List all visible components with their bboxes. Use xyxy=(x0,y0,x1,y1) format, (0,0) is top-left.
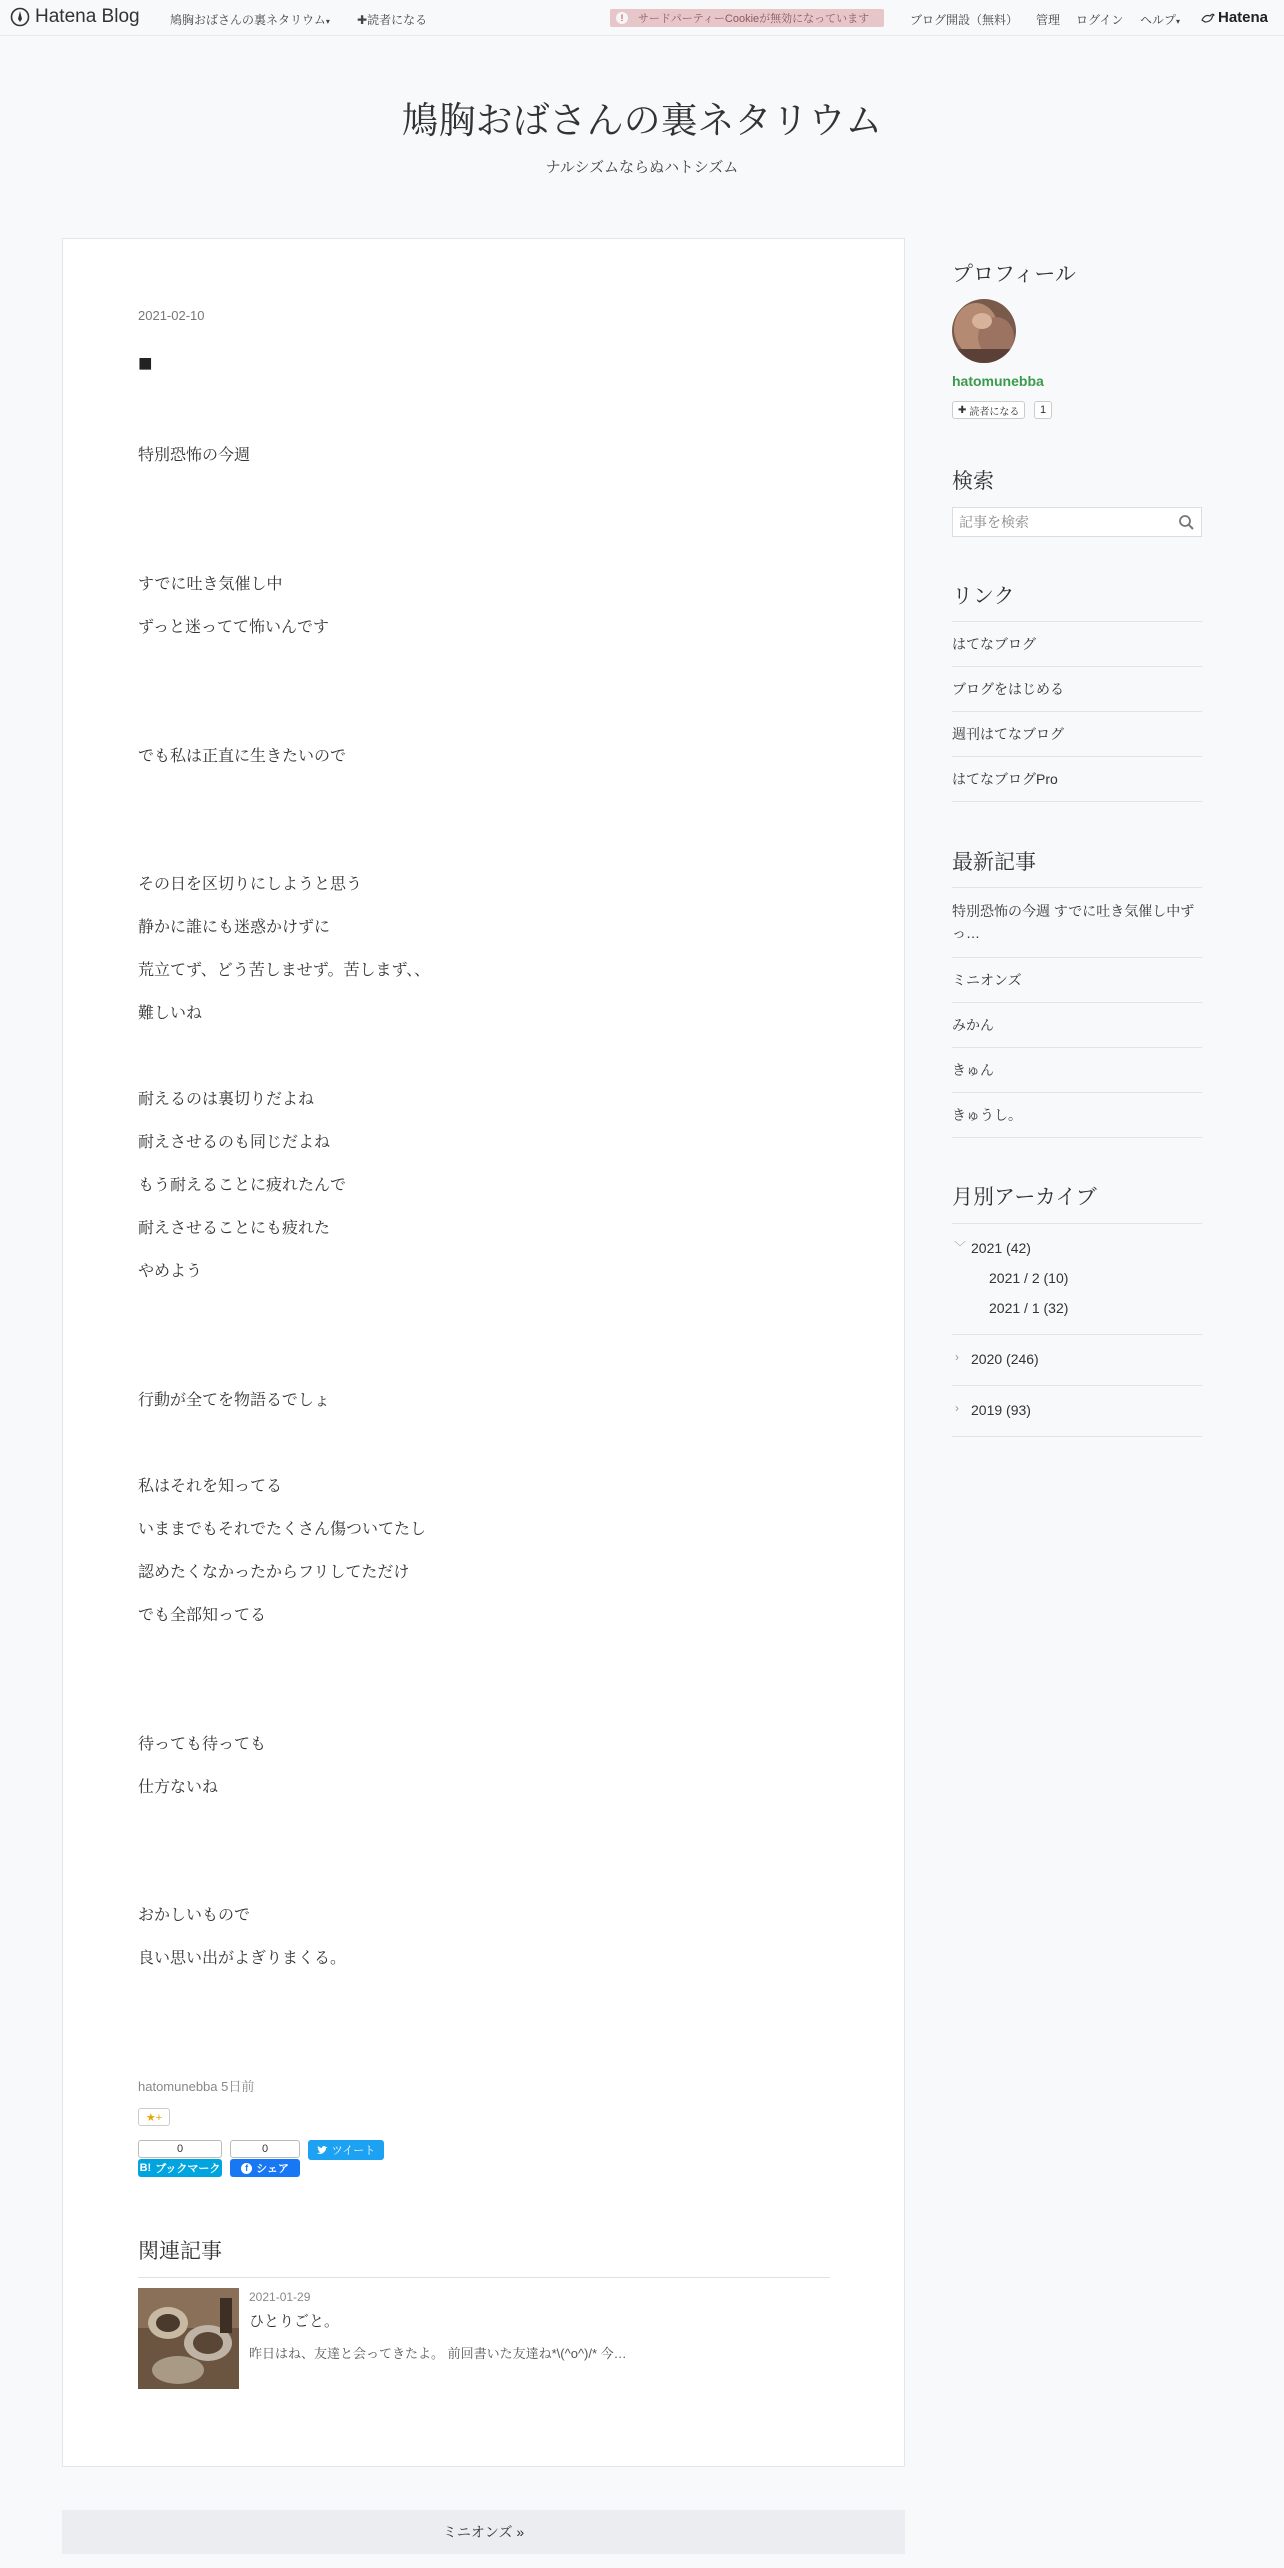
chevron-right-icon[interactable]: › xyxy=(955,1350,959,1364)
related-thumbnail[interactable] xyxy=(138,2288,239,2389)
article-line: いままでもそれでたくさん傷ついてたし xyxy=(138,1521,427,1538)
global-header xyxy=(0,0,1284,36)
recent-list xyxy=(952,887,1202,1138)
article-line: 静かに誰にも迷惑かけずに xyxy=(138,919,331,936)
article-line: 良い思い出がよぎりまくる。 xyxy=(138,1950,347,1967)
related-excerpt: 昨日はね、友達と会ってきたよ。 前回書いた友達ね*\(^o^)/* 今… xyxy=(249,2346,627,2361)
blog-title[interactable]: 鳩胸おばさんの裏ネタリウム xyxy=(401,100,883,141)
recent-entry[interactable]: みかん xyxy=(952,1002,1202,1047)
warning-icon: ! xyxy=(616,12,628,24)
divider xyxy=(952,1385,1202,1386)
article-line: すでに吐き気催し中 xyxy=(138,576,283,593)
facebook-icon: f xyxy=(241,2163,252,2174)
thumbnail-image xyxy=(138,2288,239,2389)
avatar-image xyxy=(952,299,1016,363)
article-line: 耐えるのは裏切りだよね xyxy=(138,1091,315,1108)
article-byline xyxy=(138,2076,254,2095)
article-line: 耐えさせることにも疲れた xyxy=(138,1220,331,1237)
tweet-button-label: ツイート xyxy=(331,2145,376,2157)
sidebar-link[interactable]: ブログをはじめる xyxy=(952,666,1202,711)
links-heading: リンク xyxy=(952,585,1015,608)
article-line: でも全部知ってる xyxy=(138,1607,267,1624)
bookmark-count[interactable]: 0 xyxy=(138,2140,222,2158)
sidebar-subscribe-button[interactable] xyxy=(952,401,1025,419)
search-icon[interactable] xyxy=(1178,514,1195,531)
article-line: やめよう xyxy=(138,1263,203,1280)
add-star-button[interactable]: ★+ xyxy=(138,2108,170,2126)
archive-heading: 月別アーカイブ xyxy=(952,1186,1097,1209)
hatena-blog-pen-icon xyxy=(10,7,30,27)
article-line: 難しいね xyxy=(138,1005,203,1022)
blog-description: ナルシズムならぬハトシズム xyxy=(545,159,739,176)
related-heading: 関連記事 xyxy=(138,2240,222,2263)
avatar[interactable] xyxy=(952,299,1016,363)
article-line: ずっと迷ってて怖いんです xyxy=(138,619,330,636)
article-line: もう耐えることに疲れたんで xyxy=(138,1177,347,1194)
twitter-bird-icon xyxy=(317,2146,328,2155)
archive-month-2021-1[interactable]: 2021 / 1 (32) xyxy=(989,1300,1069,1316)
blog-menu-label: 鳩胸おばさんの裏ネタリウム xyxy=(170,13,326,27)
article-line: 荒立てず、どう苦しませず。苦しまず、、 xyxy=(138,962,431,979)
article-line: 待っても待っても xyxy=(138,1736,267,1753)
profile-heading: プロフィール xyxy=(952,263,1076,286)
recent-entry[interactable]: ミニオンズ xyxy=(952,957,1202,1002)
hatena-bird-icon xyxy=(1201,12,1215,24)
open-blog-link[interactable]: ブログ開設（無料） xyxy=(910,13,1019,27)
archive-month-2021-2[interactable]: 2021 / 2 (10) xyxy=(989,1270,1069,1286)
admin-link[interactable]: 管理 xyxy=(1036,13,1061,27)
sidebar-link[interactable]: はてなブログPro xyxy=(952,756,1202,802)
archive-year-2021[interactable]: 2021 (42) xyxy=(971,1240,1031,1256)
related-date: 2021-01-29 xyxy=(249,2290,311,2304)
sidebar-link[interactable]: はてなブログ xyxy=(952,621,1202,666)
plus-icon: ✚ xyxy=(357,13,368,27)
links-list xyxy=(952,621,1202,802)
article-line: 耐えさせるのも同じだよね xyxy=(138,1134,331,1151)
help-menu-label: ヘルプ xyxy=(1140,13,1177,27)
facebook-button-label: シェア xyxy=(256,2163,289,2175)
recent-entry[interactable]: 特別恐怖の今週 すでに吐き気催し中ずっ… xyxy=(952,887,1202,957)
article-line: その日を区切りにしようと思う xyxy=(138,876,363,893)
search-form xyxy=(952,507,1202,537)
article-title[interactable]: ■ xyxy=(138,350,153,377)
article-line: 認めたくなかったからフリしてただけ xyxy=(138,1564,410,1581)
hatena-bookmark-icon: B! xyxy=(139,2162,152,2174)
divider xyxy=(138,2277,830,2278)
hatena-bookmark-button[interactable] xyxy=(138,2159,222,2177)
cookie-notice[interactable] xyxy=(610,9,884,27)
facebook-count[interactable]: 0 xyxy=(230,2140,300,2158)
related-title[interactable]: ひとりごと。 xyxy=(249,2313,340,2330)
article-line: 私はそれを知ってる xyxy=(138,1478,283,1495)
brand-text: Hatena xyxy=(1218,9,1269,26)
archive-year-2019[interactable]: 2019 (93) xyxy=(971,1402,1031,1418)
plus-icon: ✚ xyxy=(958,404,967,416)
subscribe-link-label: 読者になる xyxy=(367,13,428,27)
hatena-blog-logo[interactable] xyxy=(10,6,140,28)
chevron-right-icon[interactable]: › xyxy=(955,1401,959,1415)
hatena-brand-logo[interactable] xyxy=(1201,9,1268,26)
caret-down-icon: ▾ xyxy=(1176,17,1181,26)
divider xyxy=(952,1334,1202,1335)
profile-username[interactable]: hatomunebba xyxy=(952,373,1044,389)
divider xyxy=(952,1436,1202,1437)
recent-heading: 最新記事 xyxy=(952,851,1036,874)
bookmark-button-label: ブックマーク xyxy=(155,2163,221,2175)
article-line: 行動が全てを物語るでしょ xyxy=(138,1392,330,1409)
sidebar-link[interactable]: 週刊はてなブログ xyxy=(952,711,1202,756)
posted-ago[interactable]: 5日前 xyxy=(221,2079,255,2094)
subscriber-count[interactable]: 1 xyxy=(1034,401,1052,419)
recent-entry[interactable]: きゅうし。 xyxy=(952,1092,1202,1138)
article-line: 特別恐怖の今週 xyxy=(138,447,251,464)
article-date[interactable]: 2021-02-10 xyxy=(138,308,205,323)
divider xyxy=(952,1223,1202,1224)
subscribe-link[interactable] xyxy=(357,11,427,28)
article-line: おかしいもので xyxy=(138,1907,251,1924)
archive-year-2020[interactable]: 2020 (246) xyxy=(971,1351,1039,1367)
article-line: でも私は正直に生きたいので xyxy=(138,748,347,765)
blog-menu[interactable] xyxy=(170,11,330,28)
logo-text: Hatena Blog xyxy=(35,6,140,27)
search-heading: 検索 xyxy=(952,470,994,493)
chevron-down-icon[interactable]: ﹀ xyxy=(954,1240,967,1254)
tweet-button[interactable] xyxy=(308,2140,384,2160)
facebook-share-button[interactable] xyxy=(230,2159,300,2177)
next-article-link[interactable]: ミニオンズ » xyxy=(62,2510,905,2554)
sidebar-subscribe-label: 読者になる xyxy=(969,406,1020,418)
article-line: 仕方ないね xyxy=(138,1779,219,1796)
author-link[interactable]: hatomunebba xyxy=(138,2079,218,2094)
recent-entry[interactable]: きゅん xyxy=(952,1047,1202,1092)
login-link[interactable]: ログイン xyxy=(1076,13,1124,27)
search-input[interactable] xyxy=(953,508,1168,536)
caret-down-icon: ▾ xyxy=(325,17,330,26)
help-menu[interactable] xyxy=(1140,11,1180,28)
cookie-notice-text: サードパーティーCookieが無効になっています xyxy=(638,13,870,25)
